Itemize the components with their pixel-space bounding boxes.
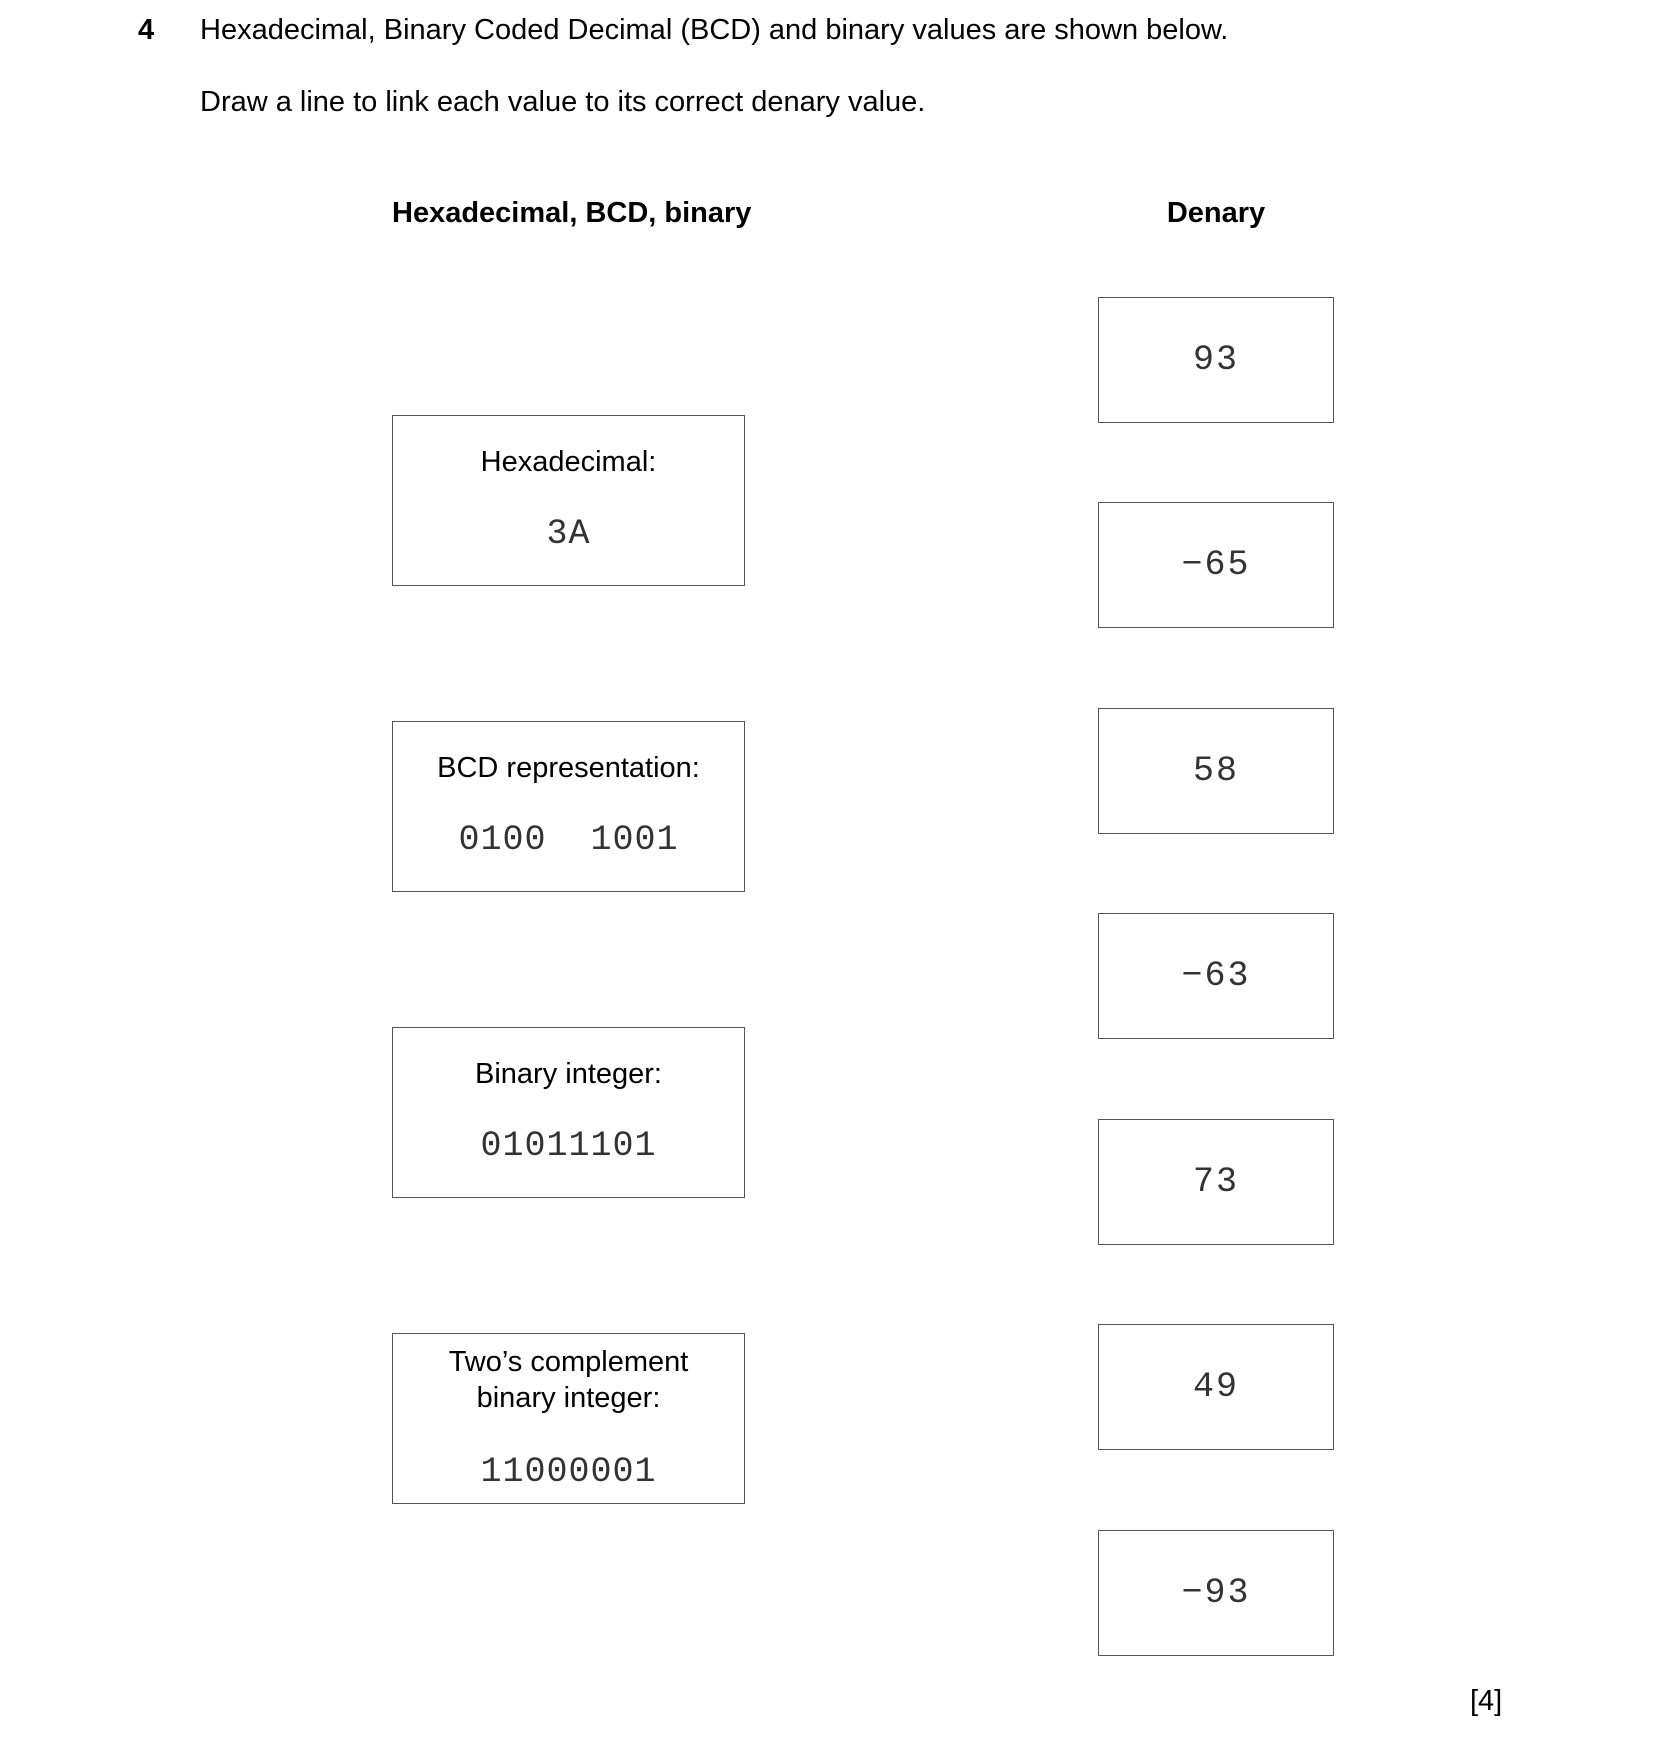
left-column-heading: Hexadecimal, BCD, binary xyxy=(392,197,752,229)
twos-complement-label-line2: binary integer: xyxy=(476,1382,661,1414)
denary-box[interactable]: −63 xyxy=(1098,913,1334,1039)
binary-integer-value: 01011101 xyxy=(480,1126,657,1166)
denary-box[interactable]: −93 xyxy=(1098,1530,1334,1656)
binary-integer-box[interactable] xyxy=(392,1027,745,1198)
bcd-label: BCD representation: xyxy=(437,752,700,784)
bcd-value: 0100 1001 xyxy=(458,820,679,860)
hexadecimal-box[interactable] xyxy=(392,415,745,586)
marks-indicator: [4] xyxy=(1470,1685,1503,1717)
twos-complement-box[interactable] xyxy=(392,1333,745,1504)
right-column-heading: Denary xyxy=(1166,197,1266,229)
binary-integer-label: Binary integer: xyxy=(475,1058,662,1090)
hexadecimal-label: Hexadecimal: xyxy=(480,446,657,478)
question-intro: Hexadecimal, Binary Coded Decimal (BCD) and binary values are shown below. xyxy=(200,14,1229,46)
hexadecimal-value: 3A xyxy=(546,514,591,554)
denary-box[interactable]: 73 xyxy=(1098,1119,1334,1245)
denary-box[interactable]: 49 xyxy=(1098,1324,1334,1450)
denary-box[interactable]: 93 xyxy=(1098,297,1334,423)
denary-box[interactable]: 58 xyxy=(1098,708,1334,834)
question-instruction: Draw a line to link each value to its correct denary value. xyxy=(200,86,926,118)
denary-box[interactable]: −65 xyxy=(1098,502,1334,628)
question-number: 4 xyxy=(138,14,155,46)
bcd-box[interactable] xyxy=(392,721,745,892)
twos-complement-value: 11000001 xyxy=(480,1452,657,1492)
twos-complement-label-line1: Two’s complement xyxy=(448,1346,689,1378)
